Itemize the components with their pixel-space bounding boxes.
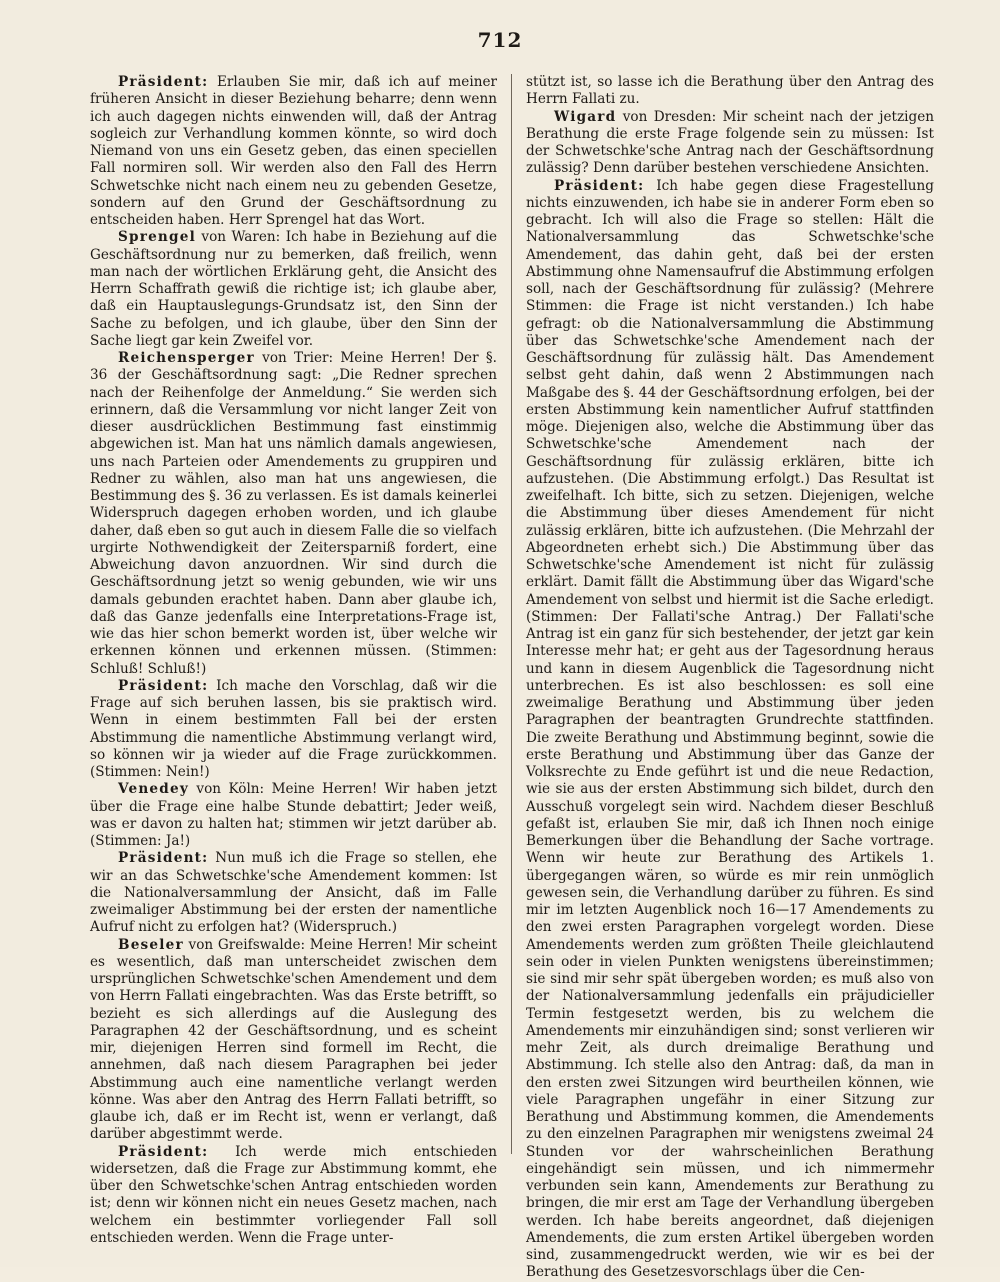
speaker-name: Beseler [118, 936, 184, 953]
paragraph [90, 937, 497, 1144]
paragraph [526, 178, 934, 1282]
speaker-name: Präsident: [118, 850, 209, 867]
paragraph [90, 74, 497, 229]
speaker-name: Präsident: [118, 1143, 209, 1160]
speaker-name: Präsident: [554, 177, 645, 194]
paragraph-text: von Greifswalde: Meine Herren! Mir scheint es wesentlich, daß man unterscheidet zwischen dem ursprünglichen Schwetschke'schen Amendement und dem von Herrn Fallati eingebrachten. Was das Erste betrifft, so bezieht es sich allerdings auf die Auslegung des Paragraphen 42 der Geschäftsordnung, und es scheint mir, diejenigen Herren sind formell im Recht, die annehmen, daß nach diesem Paragraphen bei jeder Abstimmung auch eine namentliche verlangt werden könne. Was aber den Antrag des Herrn Fallati betrifft, so glaube ich, daß er im Recht ist, wenn er verlangt, daß darüber abgestimmt werde. [90, 936, 497, 1143]
paragraph [90, 229, 497, 350]
paragraph-text: Ich habe gegen diese Fragestellung nichts einzuwenden, ich habe sie in anderer Form eben so gebracht. Ich will also die Frage so stellen: Hält die Nationalversammlung das Schwetschke'sche Amendement, das dahin geht, daß bei der ersten Abstimmung ohne Namensaufruf die Abstimmung erfolgen soll, nach der Geschäftsordnung für zulässig? (Mehrere Stimmen: die Frage ist nicht verstanden.) Ich habe gefragt: ob die Nationalversammlung die Abstimmung über das Schwetschke'sche Amendement nach der Geschäftsordnung für zulässig hält. Das Amendement selbst geht dahin, daß wenn 2 Abstimmungen nach Maßgabe des §. 44 der Geschäftsordnung erfolgen, bei der ersten Abstimmung kein namentlicher Aufruf stattfinden möge. Diejenigen also, welche die Abstimmung über das Schwetschke'sche Amendement nach der Geschäftsordnung für zulässig erklären, bitte ich aufzustehen. (Die Abstimmung erfolgt.) Das Resultat ist zweifelhaft. Ich bitte, sich zu setzen. Diejenigen, welche die Abstimmung über dieses Amendement für nicht zulässig erklären, bitte ich aufzustehen. (Die Mehrzahl der Abgeordneten erhebt sich.) Die Abstimmung über das Schwetschke'sche Amendement ist nicht für zulässig erklärt. Damit fällt die Abstimmung über das Wigard'sche Amendement von selbst und hiermit ist die Sache erledigt. (Stimmen: Der Fallati'sche Antrag.) Der Fallati'sche Antrag ist ein ganz für sich bestehender, der jetzt gar kein Interesse mehr hat; er geht aus der Tagesordnung heraus und kann in diesem Augenblick die Tagesordnung nicht unterbrechen. Es ist also beschlossen: es soll eine zweimalige Berathung und Abstimmung über jeden Paragraphen der beantragten Grundrechte stattfinden. Die zweite Berathung und Abstimmung beginnt, sowie die erste Berathung und Abstimmung über das Ganze der Volksrechte zu Ende geführt ist und die neue Redaction, wie sie aus der ersten Abstimmung sich bildet, durch den Ausschuß vorgelegt sein wird. Nachdem dieser Beschluß gefaßt ist, erlauben Sie mir, daß ich Ihnen noch einige Bemerkungen über die Behandlung der Sache vortrage. Wenn wir heute zur Berathung des Artikels 1. übergegangen wären, so würde es mir rein unmöglich gewesen sein, die Verhandlung darüber zu führen. Es sind mir im letzten Augenblick noch 16—17 Amendements zu den zwei ersten Paragraphen vorgelegt worden. Diese Amendements werden zum größten Theile gleichlautend sein oder in vielen Punkten wenigstens übereinstimmen; sie sind mir sehr spät übergeben worden; es muß also von der Nationalversammlung jedenfalls ein präjudicieller Termin festgesetzt werden, bis zu welchem die Amendements mir einzuhändigen sind; sonst verlieren wir mehr Zeit, als durch dreimalige Berathung und Abstimmung. Ich stelle also den Antrag: daß, da man in den ersten zwei Sitzungen wird beurtheilen können, wie viele Paragraphen ungefähr in einer Sitzung zur Berathung und Abstimmung kommen, die Amendements zu den einzelnen Paragraphen mir wenigstens zweimal 24 Stunden vor der wahrscheinlichen Berathung eingehändigt sein müssen, und ich nimmermehr verbunden sein kann, Amendements zur Berathung zu bringen, die mir erst am Tage der Verhandlung übergeben werden. Ich habe bereits angeordnet, daß diejenigen Amendements, die zum ersten Artikel übergeben worden sind, zusammengedruckt werden, wie wir es bei der Berathung des Gesetzesvorschlags über die Cen- [526, 177, 934, 1281]
paragraph-text: von Waren: Ich habe in Beziehung auf die Geschäftsordnung nur zu bemerken, daß freilich, wenn man nach der wörtlichen Erklärung geht, die Ansicht des Herrn Schaffrath gewiß die richtige ist; ich glaube aber, daß ein Hauptauslegungs-Grundsatz ist, den Sinn der Sache zu befolgen, und ich glaube, über den Sinn der Sache liegt gar kein Zweifel vor. [90, 229, 497, 349]
paragraph [90, 850, 497, 936]
paragraph [526, 74, 934, 109]
speaker-name: Wigard [554, 108, 617, 125]
right-column [526, 74, 934, 1282]
paragraph-text: Erlauben Sie mir, daß ich auf meiner früheren Ansicht in dieser Beziehung beharre; denn wenn ich auch dagegen nichts einwenden will, daß der Antrag sogleich zur Verhandlung kommen könnte, so wird doch Niemand von uns ein Gesetz geben, das einen speciellen Fall normiren soll. Wir werden also den Fall des Herrn Schwetschke nicht nach einem neu zu gebenden Gesetze, sondern auf den Grund der Geschäftsordnung zu entscheiden haben. Herr Sprengel hat das Wort. [90, 74, 497, 228]
paragraph [90, 678, 497, 782]
paragraph-text: Ich werde mich entschieden widersetzen, daß die Frage zur Abstimmung kommt, ehe über den Schwetschke'schen Antrag entschieden worden ist; denn wir können nicht ein neues Gesetz machen, nach welchem ein bestimmter vorliegender Fall soll entschieden werden. Wenn die Frage unter- [90, 1143, 497, 1246]
paragraph-text: von Köln: Meine Herren! Wir haben jetzt über die Frage eine halbe Stunde debattirt; Jeder weiß, was er davon zu halten hat; stimmen wir jetzt darüber ab. (Stimmen: Ja!) [90, 781, 497, 849]
paragraph-text: Nun muß ich die Frage so stellen, ehe wir an das Schwetschke'sche Amendement kommen: Ist die Nationalversammlung der Ansicht, daß im Falle zweimaliger Abstimmung bei der ersten der namentliche Aufruf nicht zu erfolgen hat? (Widerspruch.) [90, 850, 497, 936]
speaker-name: Präsident: [118, 677, 209, 694]
paragraph [526, 109, 934, 178]
page-number: 712 [477, 28, 523, 52]
paragraph-text: von Dresden: Mir scheint nach der jetzigen Berathung die erste Frage folgende sein zu müssen: Ist der Schwetschke'sche Antrag nach der Geschäftsordnung zulässig? Denn darüber bestehen verschiedene Ansichten. [526, 108, 934, 177]
paragraph [90, 350, 497, 678]
left-column [90, 74, 497, 1247]
speaker-name: Sprengel [118, 229, 196, 246]
speaker-name: Präsident: [118, 74, 209, 90]
speaker-name: Venedey [118, 781, 189, 798]
paragraph [90, 781, 497, 850]
paragraph [90, 1144, 497, 1248]
paragraph-text: stützt ist, so lasse ich die Berathung über den Antrag des Herrn Fallati zu. [526, 74, 934, 108]
paragraph-text: von Trier: Meine Herren! Der §. 36 der Geschäftsordnung sagt: „Die Redner sprechen nach der Reihenfolge der Anmeldung.“ Sie werden sich erinnern, daß die Versammlung vor nicht langer Zeit von dieser ausdrücklichen Bestimmung fast einstimmig abgewichen ist. Man hat uns nämlich damals angewiesen, uns nach Parteien oder Amendements zu gruppiren und Redner zu wählen, also man hat uns angewiesen, die Bestimmung des §. 36 zu verlassen. Es ist damals keinerlei Widerspruch dagegen erhoben worden, und ich glaube daher, daß eben so gut auch in diesem Falle die so vielfach urgirte Nothwendigkeit der Zeitersparniß fordert, eine Abweichung davon anzuordnen. Wir sind durch die Geschäftsordnung jetzt so wenig gebunden, wie wir uns damals gebunden erachtet haben. Dann aber glaube ich, daß das Ganze jedenfalls eine Interpretations-Frage ist, wie das hier schon bemerkt worden ist, über welche wir erkennen können und erkennen müssen. (Stimmen: Schluß! Schluß!) [90, 350, 497, 677]
speaker-name: Reichensperger [118, 350, 255, 366]
column-divider [511, 74, 512, 1154]
paragraph-text: Ich mache den Vorschlag, daß wir die Frage auf sich beruhen lassen, bis sie praktisch wird. Wenn in einem bestimmten Fall bei der ersten Abstimmung die namentliche Abstimmung verlangt wird, so können wir ja wieder auf die Frage zurückkommen. (Stimmen: Nein!) [90, 677, 497, 780]
